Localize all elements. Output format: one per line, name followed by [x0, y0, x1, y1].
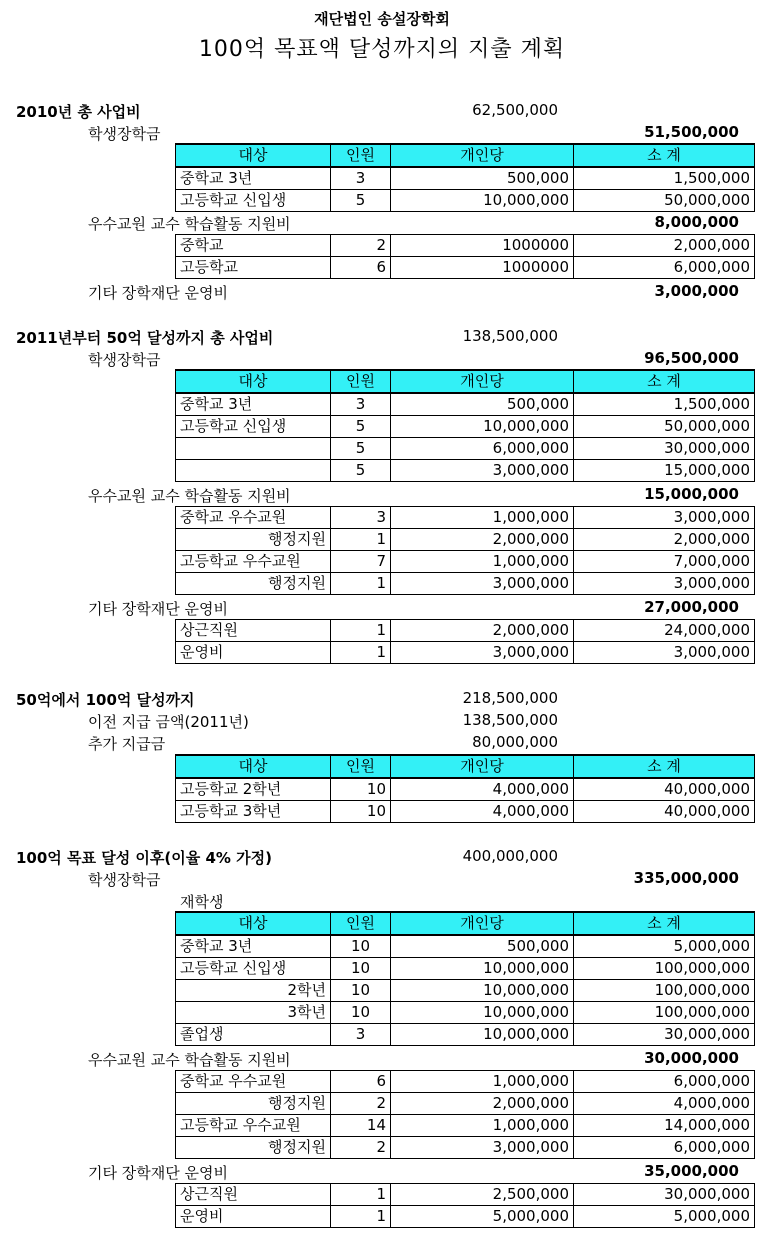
- table-row: [176, 507, 755, 529]
- table-row: [176, 257, 755, 279]
- cell: 6,000,000: [574, 1137, 755, 1159]
- cell: 5: [331, 416, 391, 438]
- cell: 중학교 3년: [176, 167, 331, 190]
- table-row: [176, 1115, 755, 1137]
- org-name: 재단법인 송설장학회: [314, 10, 450, 28]
- cell: 10,000,000: [391, 980, 574, 1002]
- table-row: [176, 1024, 755, 1046]
- table: [175, 369, 755, 482]
- cell: 40,000,000: [574, 778, 755, 801]
- cell: 고등학교 2학년: [176, 778, 331, 801]
- table: [175, 911, 755, 1046]
- cell: 1,000,000: [391, 1115, 574, 1137]
- cell: 30,000,000: [574, 1184, 755, 1206]
- table-row: [176, 958, 755, 980]
- cell: 500,000: [391, 393, 574, 416]
- section-title: 2010년 총 사업비: [16, 103, 141, 121]
- cell: 6,000,000: [574, 257, 755, 279]
- table-header-row: [176, 912, 755, 935]
- table-row: [176, 778, 755, 801]
- header-cell: 대상: [176, 370, 331, 393]
- cell: 운영비: [176, 1206, 331, 1228]
- prev-payment-label: 이전 지급 금액(2011년): [88, 713, 249, 731]
- category-amount: 3,000,000: [654, 282, 739, 300]
- cell: 3,000,000: [391, 460, 574, 482]
- cell: 15,000,000: [574, 460, 755, 482]
- cell: 10: [331, 980, 391, 1002]
- cell: 고등학교 우수교원: [176, 1115, 331, 1137]
- category-label: 학생장학금: [88, 871, 161, 889]
- cell: 6: [331, 257, 391, 279]
- header-cell: 대상: [176, 912, 331, 935]
- cell: 고등학교 신입생: [176, 958, 331, 980]
- table-row: [176, 416, 755, 438]
- page-title: 100억 목표액 달성까지의 지출 계획: [198, 37, 566, 62]
- cell: 100,000,000: [574, 958, 755, 980]
- cell: 3학년: [176, 1002, 331, 1024]
- cell: 50,000,000: [574, 416, 755, 438]
- table: [175, 143, 755, 212]
- prev-payment-amount: 138,500,000: [462, 711, 558, 729]
- table-header-row: [176, 144, 755, 167]
- cell: 6,000,000: [574, 1071, 755, 1093]
- cell: 10: [331, 958, 391, 980]
- cell: 40,000,000: [574, 801, 755, 823]
- header-cell: 대상: [176, 755, 331, 778]
- cell: 10,000,000: [391, 1002, 574, 1024]
- cell: 5,000,000: [391, 1206, 574, 1228]
- cell: 500,000: [391, 935, 574, 958]
- cell: 상근직원: [176, 1184, 331, 1206]
- cell: 1,000,000: [391, 507, 574, 529]
- cell: 500,000: [391, 167, 574, 190]
- cell: 3,000,000: [574, 573, 755, 595]
- cell: 3: [331, 507, 391, 529]
- cell: 고등학교 3학년: [176, 801, 331, 823]
- header-cell: 개인당: [391, 370, 574, 393]
- cell: 1,000,000: [391, 551, 574, 573]
- cell: 1,000,000: [391, 1071, 574, 1093]
- cell: [176, 438, 331, 460]
- category-amount: 8,000,000: [654, 213, 739, 231]
- header-cell: 개인당: [391, 755, 574, 778]
- table: [175, 619, 755, 664]
- cell: 1,500,000: [574, 393, 755, 416]
- category-amount: 51,500,000: [644, 123, 739, 141]
- cell: 5,000,000: [574, 1206, 755, 1228]
- cell: 1: [331, 529, 391, 551]
- cell: 2,000,000: [574, 529, 755, 551]
- category-label: 학생장학금: [88, 125, 161, 143]
- section-total: 400,000,000: [462, 847, 558, 865]
- table-row: [176, 1137, 755, 1159]
- cell: 중학교 우수교원: [176, 507, 331, 529]
- category-amount: 96,500,000: [644, 349, 739, 367]
- cell: 3: [331, 393, 391, 416]
- section-title: 100억 목표 달성 이후(이율 4% 가정): [16, 849, 272, 867]
- cell: 2: [331, 235, 391, 257]
- cell: 고등학교 신입생: [176, 190, 331, 212]
- table-row: [176, 190, 755, 212]
- cell: 2,000,000: [391, 1093, 574, 1115]
- section-total: 218,500,000: [462, 689, 558, 707]
- category-label: 학생장학금: [88, 351, 161, 369]
- cell: 1: [331, 1184, 391, 1206]
- cell: 4,000,000: [391, 801, 574, 823]
- section-title: 2011년부터 50억 달성까지 총 사업비: [16, 329, 274, 347]
- table-row: [176, 551, 755, 573]
- table-header-row: [176, 370, 755, 393]
- header-cell: 소 계: [574, 144, 755, 167]
- cell: 중학교: [176, 235, 331, 257]
- cell: 행정지원: [176, 1093, 331, 1115]
- cell: 2,500,000: [391, 1184, 574, 1206]
- category-label: 기타 장학재단 운영비: [88, 1164, 228, 1182]
- cell: 3: [331, 1024, 391, 1046]
- subcategory-label: 재학생: [180, 893, 224, 911]
- category-amount: 35,000,000: [644, 1162, 739, 1180]
- cell: 50,000,000: [574, 190, 755, 212]
- section-total: 138,500,000: [462, 327, 558, 345]
- additional-payment-amount: 80,000,000: [472, 733, 558, 751]
- cell: 1: [331, 642, 391, 664]
- table: [175, 234, 755, 279]
- table-row: [176, 801, 755, 823]
- header-cell: 소 계: [574, 755, 755, 778]
- table-row: [176, 1002, 755, 1024]
- table-row: [176, 1184, 755, 1206]
- cell: 1000000: [391, 257, 574, 279]
- table-row: [176, 393, 755, 416]
- cell: 10: [331, 1002, 391, 1024]
- cell: 3,000,000: [574, 507, 755, 529]
- cell: 2,000,000: [574, 235, 755, 257]
- additional-payment-label: 추가 지급금: [88, 735, 166, 753]
- cell: 1,500,000: [574, 167, 755, 190]
- cell: 100,000,000: [574, 1002, 755, 1024]
- cell: 3,000,000: [391, 1137, 574, 1159]
- cell: 5: [331, 190, 391, 212]
- cell: [176, 460, 331, 482]
- header-cell: 소 계: [574, 370, 755, 393]
- table-row: [176, 1206, 755, 1228]
- cell: 30,000,000: [574, 1024, 755, 1046]
- header-cell: 인원: [331, 370, 391, 393]
- category-amount: 27,000,000: [644, 598, 739, 616]
- cell: 14: [331, 1115, 391, 1137]
- header-cell: 인원: [331, 755, 391, 778]
- cell: 10,000,000: [391, 416, 574, 438]
- cell: 10: [331, 778, 391, 801]
- cell: 1: [331, 620, 391, 642]
- table: [175, 754, 755, 823]
- table-row: [176, 1071, 755, 1093]
- cell: 7,000,000: [574, 551, 755, 573]
- table: [175, 1183, 755, 1228]
- category-label: 기타 장학재단 운영비: [88, 284, 228, 302]
- cell: 5: [331, 460, 391, 482]
- cell: 3,000,000: [574, 642, 755, 664]
- cell: 100,000,000: [574, 980, 755, 1002]
- category-amount: 335,000,000: [633, 869, 739, 887]
- table-row: [176, 529, 755, 551]
- cell: 10,000,000: [391, 190, 574, 212]
- table: [175, 1070, 755, 1159]
- cell: 중학교 3년: [176, 393, 331, 416]
- cell: 10: [331, 935, 391, 958]
- cell: 14,000,000: [574, 1115, 755, 1137]
- cell: 1: [331, 1206, 391, 1228]
- cell: 고등학교 신입생: [176, 416, 331, 438]
- cell: 10,000,000: [391, 958, 574, 980]
- cell: 2학년: [176, 980, 331, 1002]
- header-cell: 소 계: [574, 912, 755, 935]
- cell: 5: [331, 438, 391, 460]
- category-amount: 30,000,000: [644, 1049, 739, 1067]
- cell: 3: [331, 167, 391, 190]
- cell: 10: [331, 801, 391, 823]
- cell: 졸업생: [176, 1024, 331, 1046]
- cell: 고등학교 우수교원: [176, 551, 331, 573]
- cell: 30,000,000: [574, 438, 755, 460]
- category-label: 우수교원 교수 학습활동 지원비: [88, 215, 291, 233]
- category-label: 우수교원 교수 학습활동 지원비: [88, 1051, 291, 1069]
- cell: 3,000,000: [391, 642, 574, 664]
- table-row: [176, 980, 755, 1002]
- cell: 1000000: [391, 235, 574, 257]
- cell: 4,000,000: [574, 1093, 755, 1115]
- cell: 10,000,000: [391, 1024, 574, 1046]
- header-cell: 인원: [331, 912, 391, 935]
- cell: 2: [331, 1137, 391, 1159]
- cell: 7: [331, 551, 391, 573]
- table-row: [176, 167, 755, 190]
- header-cell: 대상: [176, 144, 331, 167]
- table-row: [176, 573, 755, 595]
- cell: 2: [331, 1093, 391, 1115]
- cell: 상근직원: [176, 620, 331, 642]
- section-title: 50억에서 100억 달성까지: [16, 691, 195, 709]
- cell: 2,000,000: [391, 620, 574, 642]
- table-row: [176, 620, 755, 642]
- cell: 24,000,000: [574, 620, 755, 642]
- category-label: 우수교원 교수 학습활동 지원비: [88, 487, 291, 505]
- table-row: [176, 1093, 755, 1115]
- table-row: [176, 460, 755, 482]
- cell: 6: [331, 1071, 391, 1093]
- table-header-row: [176, 755, 755, 778]
- category-label: 기타 장학재단 운영비: [88, 600, 228, 618]
- cell: 행정지원: [176, 573, 331, 595]
- table-row: [176, 642, 755, 664]
- cell: 1: [331, 573, 391, 595]
- cell: 고등학교: [176, 257, 331, 279]
- table-row: [176, 438, 755, 460]
- cell: 운영비: [176, 642, 331, 664]
- header-cell: 개인당: [391, 912, 574, 935]
- table-row: [176, 235, 755, 257]
- table: [175, 506, 755, 595]
- cell: 5,000,000: [574, 935, 755, 958]
- section-total: 62,500,000: [472, 101, 558, 119]
- cell: 2,000,000: [391, 529, 574, 551]
- category-amount: 15,000,000: [644, 485, 739, 503]
- cell: 6,000,000: [391, 438, 574, 460]
- cell: 3,000,000: [391, 573, 574, 595]
- table-row: [176, 935, 755, 958]
- cell: 행정지원: [176, 529, 331, 551]
- cell: 중학교 3년: [176, 935, 331, 958]
- header-cell: 개인당: [391, 144, 574, 167]
- cell: 행정지원: [176, 1137, 331, 1159]
- cell: 4,000,000: [391, 778, 574, 801]
- header-cell: 인원: [331, 144, 391, 167]
- cell: 중학교 우수교원: [176, 1071, 331, 1093]
